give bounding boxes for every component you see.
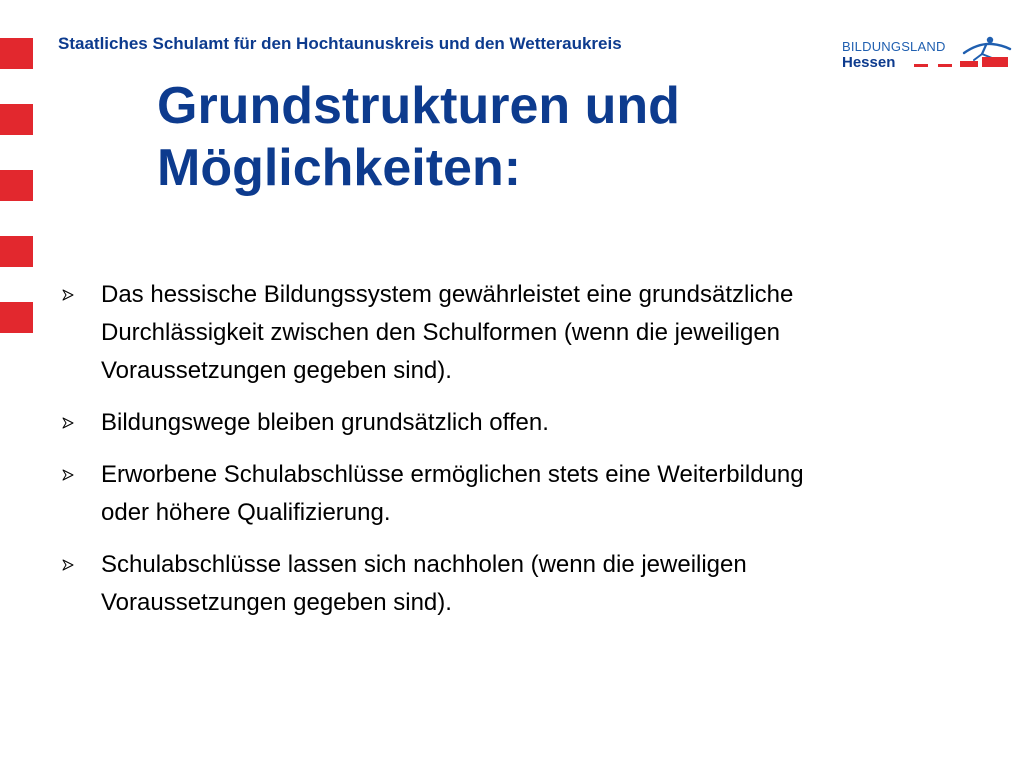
bullet-text-line: Das hessische Bildungssystem gewährleistet eine grundsätzliche <box>101 281 794 308</box>
bullet-text-line: Erworbene Schulabschlüsse ermöglichen stets eine Weiterbildung <box>101 461 804 488</box>
page-title-line: Möglichkeiten: <box>157 139 522 197</box>
bullet-text-line: oder höhere Qualifizierung. <box>101 499 391 526</box>
bullet-text-line: Durchlässigkeit zwischen den Schulformen (wenn die jeweiligen <box>101 319 781 346</box>
bullet-text-line: Voraussetzungen gegeben sind). <box>101 589 452 616</box>
bullet-text <box>101 404 962 442</box>
arrowhead-bullet-icon <box>62 417 74 429</box>
bullet-item <box>62 456 962 532</box>
arrowhead-bullet-icon <box>62 559 74 571</box>
bullet-text-line: Schulabschlüsse lassen sich nachholen (wenn die jeweiligen <box>101 551 747 578</box>
bullet-text-line: Voraussetzungen gegeben sind). <box>101 357 452 384</box>
page-title <box>157 75 680 199</box>
bullet-text <box>101 546 962 622</box>
bullet-item <box>62 276 962 390</box>
bullet-item <box>62 404 962 442</box>
bullet-item <box>62 546 962 622</box>
bildungsland-hessen-logo <box>842 36 1012 76</box>
logo-text-bildungsland: BILDUNGSLAND <box>842 39 946 54</box>
bullet-list <box>62 276 962 636</box>
decorative-bar <box>0 236 33 267</box>
bullet-text-line: Bildungswege bleiben grundsätzlich offen. <box>101 409 549 436</box>
logo-text-hessen: Hessen <box>842 54 896 71</box>
left-decorative-bars <box>0 0 34 768</box>
header-organization: Staatliches Schulamt für den Hochtaunuskreis und den Wetteraukreis <box>58 34 622 53</box>
arrowhead-bullet-icon <box>62 469 74 481</box>
decorative-bar <box>0 104 33 135</box>
bullet-text <box>101 456 962 532</box>
logo-figure-icon <box>912 36 1012 72</box>
decorative-bar <box>0 302 33 333</box>
page-title-line: Grundstrukturen und <box>157 77 680 135</box>
bullet-text <box>101 276 962 390</box>
decorative-bar <box>0 170 33 201</box>
arrowhead-bullet-icon <box>62 289 74 301</box>
decorative-bar <box>0 38 33 69</box>
